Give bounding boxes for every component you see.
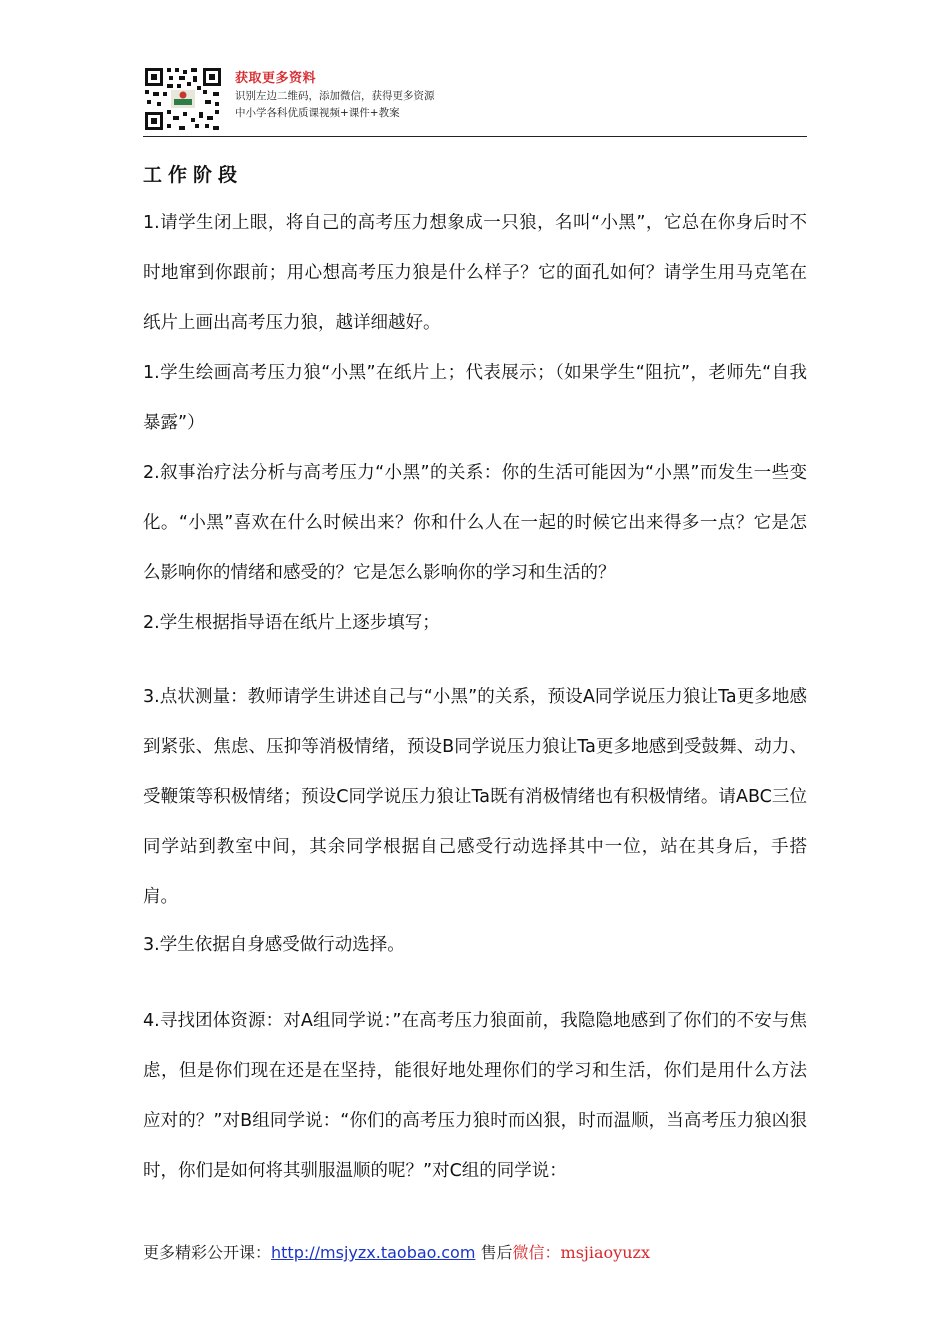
footer-wechat-id: msjiaoyuzx <box>560 1243 650 1262</box>
footer-wechat-label: 微信： <box>512 1243 561 1262</box>
header-line-2: 中小学各科优质课视频+课件+教案 <box>235 107 400 119</box>
page-footer <box>143 1240 650 1266</box>
page-header <box>143 64 807 137</box>
paragraph-6: 3.学生依据自身感受做行动选择。 <box>143 935 405 955</box>
qr-code-image <box>143 66 223 132</box>
section-title: 工作阶段 <box>143 164 244 186</box>
footer-link[interactable]: http://msjyzx.taobao.com <box>271 1243 476 1262</box>
header-title: 获取更多资料 <box>235 71 317 86</box>
header-text-block <box>235 70 435 122</box>
footer-after-sale: 售后 <box>480 1243 513 1262</box>
paragraph-2: 1.学生绘画高考压力狼“小黑”在纸片上；代表展示；（如果学生“阻抗”，老师先“自我暴露”） <box>143 363 807 433</box>
footer-prefix: 更多精彩公开课： <box>143 1243 272 1262</box>
header-line-1: 识别左边二维码，添加微信，获得更多资源 <box>235 90 435 102</box>
paragraph-4: 2.学生根据指导语在纸片上逐步填写； <box>143 613 440 633</box>
paragraph-3: 2.叙事治疗法分析与高考压力“小黑”的关系：你的生活可能因为“小黑”而发生一些变化。“小黑”喜欢在什么时候出来？你和什么人在一起的时候它出来得多一点？它是怎么影响你的情绪和感受的？它是怎么影响你的学习和生活的？ <box>143 463 807 583</box>
paragraph-1: 1.请学生闭上眼，将自己的高考压力想象成一只狼，名叫“小黑”，它总在你身后时不时地窜到你跟前；用心想高考压力狼是什么样子？它的面孔如何？请学生用马克笔在纸片上画出高考压力狼，越详细越好。 <box>143 213 807 333</box>
paragraph-7: 4.寻找团体资源：对A组同学说：”在高考压力狼面前，我隐隐地感到了你们的不安与焦虑，但是你们现在还是在坚持，能很好地处理你们的学习和生活，你们是用什么方法应对的？”对B组同学说：“你们的高考压力狼时而凶狠，时而温顺，当高考压力狼凶狠时，你们是如何将其驯服温顺的呢？”对C组的同学说： <box>143 1011 807 1181</box>
paragraph-5: 3.点状测量：教师请学生讲述自己与“小黑”的关系，预设A同学说压力狼让Ta更多地感到紧张、焦虑、压抑等消极情绪，预设B同学说压力狼让Ta更多地感到受鼓舞、动力、受鞭策等积极情绪；预设C同学说压力狼让Ta既有消极情绪也有积极情绪。请ABC三位同学站到教室中间，其余同学根据自己感受行动选择其中一位，站在其身后，手搭肩。 <box>143 687 807 907</box>
